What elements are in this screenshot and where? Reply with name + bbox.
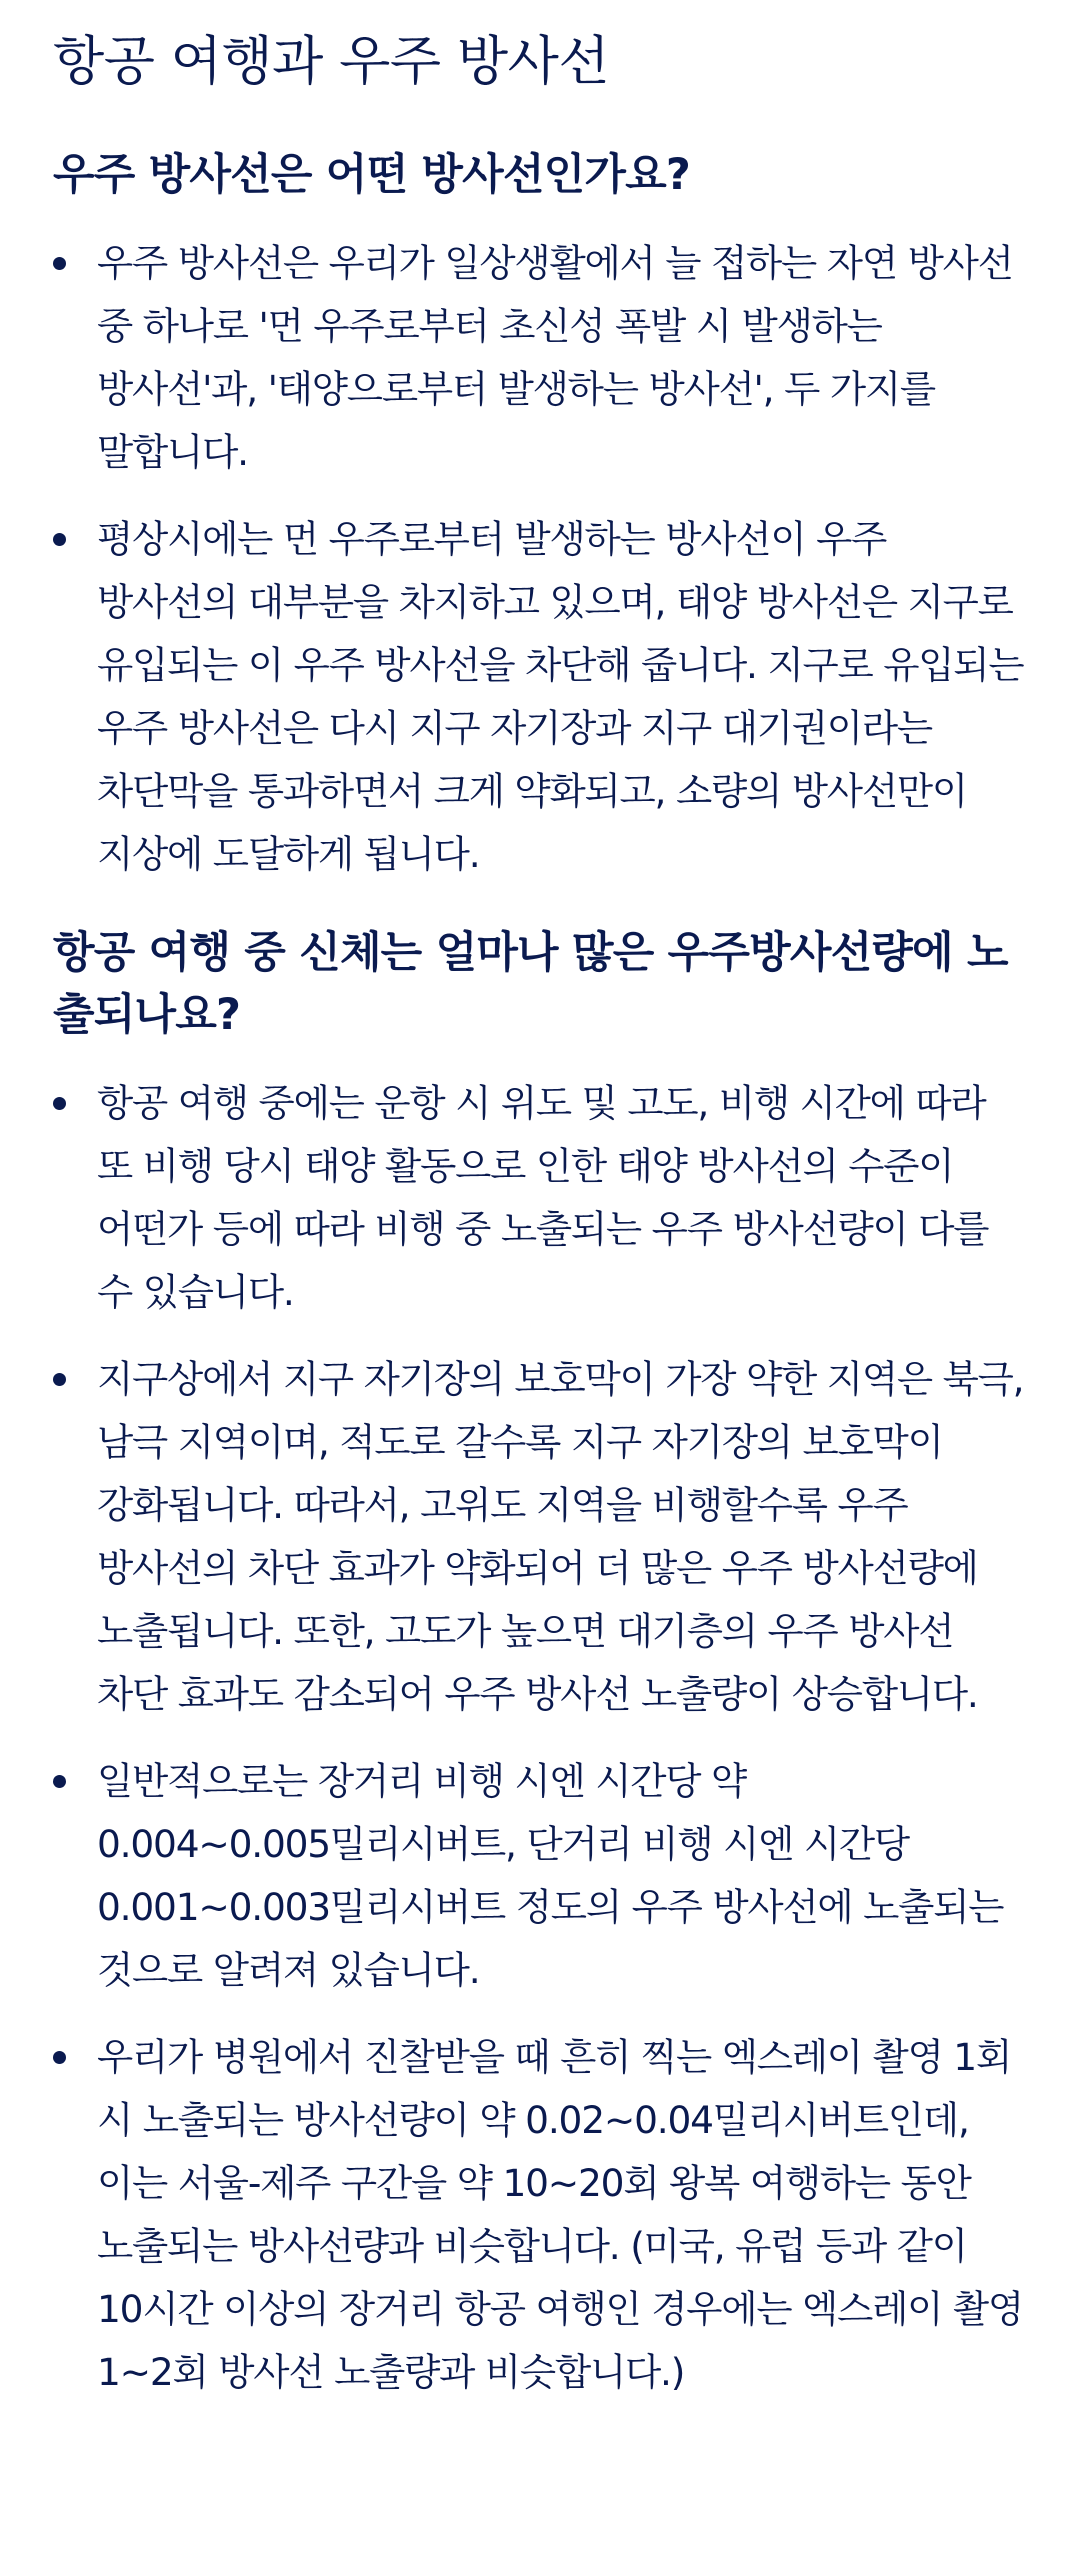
- section-heading: 항공 여행 중 신체는 얼마나 많은 우주방사선량에 노출되나요?: [53, 928, 1008, 1040]
- bullet-item: 우주 방사선은 우리가 일상생활에서 늘 접하는 자연 방사선 중 하나로 '먼 우주로부터 초신성 폭발 시 발생하는 방사선'과, '태양으로부터 발생하는 방사선', 두 가지를 말합니다.: [53, 232, 1030, 484]
- bullet-item: 일반적으로는 장거리 비행 시엔 시간당 약 0.004~0.005밀리시버트, 단거리 비행 시엔 시간당 0.001~0.003밀리시버트 정도의 우주 방사선에 노출되는 것으로 알려져 있습니다.: [53, 1750, 1030, 2002]
- bullet-item: 평상시에는 먼 우주로부터 발생하는 방사선이 우주 방사선의 대부분을 차지하고 있으며, 태양 방사선은 지구로 유입되는 이 우주 방사선을 차단해 줍니다. 지구로 유입되는 우주 방사선은 다시 지구 자기장과 지구 대기권이라는 차단막을 통과하면서 크게 약화되고, 소량의 방사선만이 지상에 도달하게 됩니다.: [53, 508, 1030, 886]
- bullet-item: 우리가 병원에서 진찰받을 때 흔히 찍는 엑스레이 촬영 1회 시 노출되는 방사선량이 약 0.02~0.04밀리시버트인데, 이는 서울-제주 구간을 약 10~20회 왕복 여행하는 동안 노출되는 방사선량과 비슷합니다. (미국, 유럽 등과 같이 10시간 이상의 장거리 항공 여행인 경우에는 엑스레이 촬영 1~2회 방사선 노출량과 비슷합니다.): [53, 2026, 1030, 2404]
- bullet-list: [53, 232, 1030, 886]
- bullet-item: 항공 여행 중에는 운항 시 위도 및 고도, 비행 시간에 따라 또 비행 당시 태양 활동으로 인한 태양 방사선의 수준이 어떤가 등에 따라 비행 중 노출되는 우주 방사선량이 다를 수 있습니다.: [53, 1072, 1030, 1324]
- page-title: 항공 여행과 우주 방사선: [53, 31, 610, 92]
- section-heading: 우주 방사선은 어떤 방사선인가요?: [53, 150, 690, 200]
- bullet-list: [53, 1072, 1030, 2404]
- bullet-item: 지구상에서 지구 자기장의 보호막이 가장 약한 지역은 북극, 남극 지역이며, 적도로 갈수록 지구 자기장의 보호막이 강화됩니다. 따라서, 고위도 지역을 비행할수록 우주 방사선의 차단 효과가 약화되어 더 많은 우주 방사선량에 노출됩니다. 또한, 고도가 높으면 대기층의 우주 방사선 차단 효과도 감소되어 우주 방사선 노출량이 상승합니다.: [53, 1348, 1030, 1726]
- section-exposure-during-flight: [53, 922, 1030, 2404]
- section-what-is-cosmic-radiation: [53, 144, 1030, 886]
